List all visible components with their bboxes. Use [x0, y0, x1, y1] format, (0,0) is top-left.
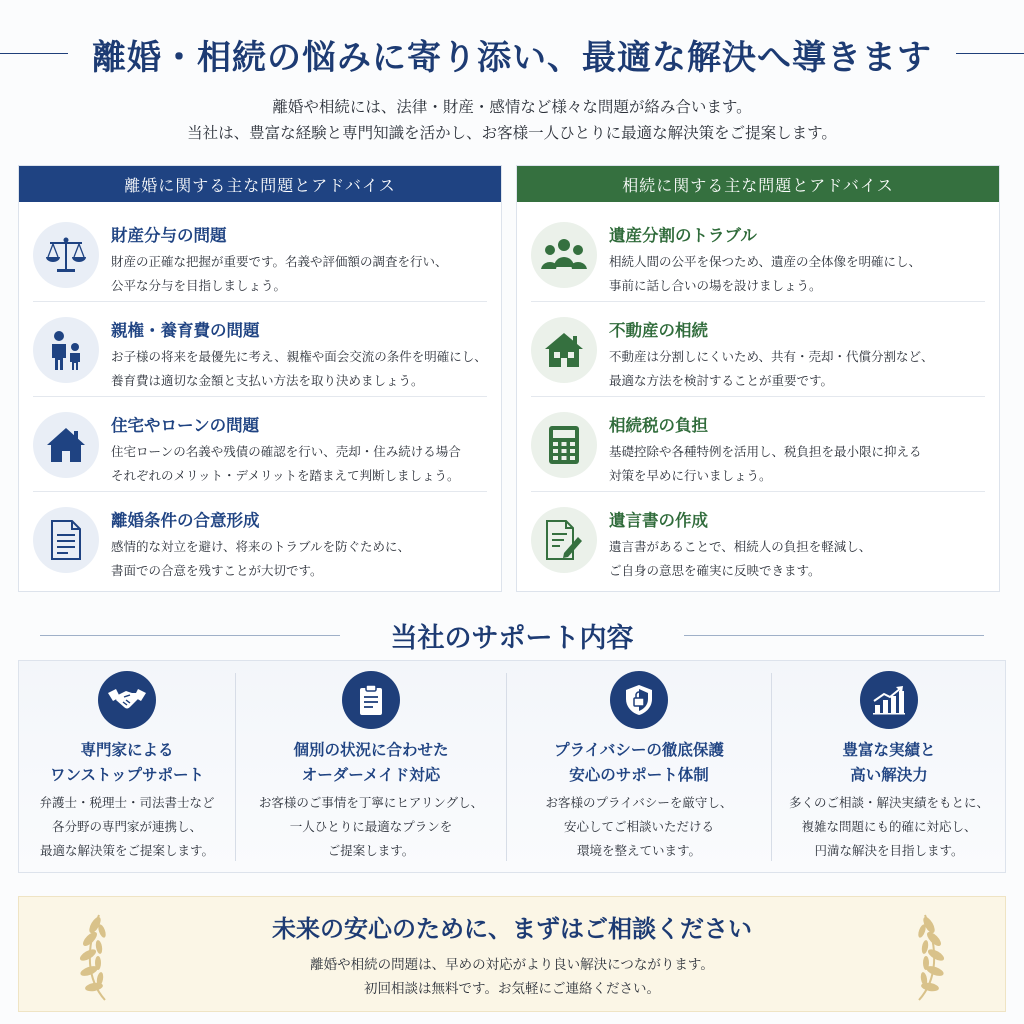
support-desc-line: ご提案します。: [327, 843, 415, 858]
support-item-onestop: [19, 661, 235, 872]
item-title: 相続税の負担: [609, 416, 708, 435]
item-title: 離婚条件の合意形成: [111, 511, 260, 530]
item-desc-line: 遺言書があることで、相続人の負担を軽減し、: [609, 539, 872, 554]
item-title: 不動産の相続: [609, 321, 708, 340]
support-section-title: 当社のサポート内容: [390, 623, 634, 654]
page-title: 離婚・相続の悩みに寄り添い、最適な解決へ導きます: [92, 37, 932, 78]
support-item-description: [507, 791, 771, 863]
support-desc-line: 円満な解決を目指します。: [814, 843, 964, 858]
inheritance-item-real-estate: [517, 303, 999, 397]
divider: [33, 301, 487, 302]
support-desc-line: 弁護士・税理士・司法書士など: [39, 795, 215, 810]
support-desc-line: 各分野の専門家が連携し、: [51, 819, 202, 834]
item-desc-line: 相続人間の公平を保つため、遺産の全体像を明確にし、: [609, 254, 922, 269]
support-title-line: ワンストップサポート: [49, 765, 205, 784]
support-title-line: 安心のサポート体制: [569, 765, 709, 784]
item-description: [111, 440, 461, 488]
support-desc-line: お客様のご事情を丁寧にヒアリングし、: [258, 795, 484, 810]
item-description: [111, 250, 448, 298]
divider: [531, 491, 985, 492]
support-item-title: [236, 737, 506, 787]
growth-chart-icon: [860, 671, 918, 729]
support-section-header: [0, 612, 1024, 656]
hero-desc-line-2: 当社は、豊富な経験と専門知識を活かし、お客様一人ひとりに最適な解決策をご提案します。: [187, 124, 837, 142]
consult-banner: [18, 896, 1006, 1012]
item-title: 親権・養育費の問題: [111, 321, 260, 340]
support-item-description: [236, 791, 506, 863]
section-line-right: [684, 635, 984, 636]
hero-line-left: [0, 53, 68, 54]
support-title-line: 個別の状況に合わせた: [293, 740, 449, 759]
shield-icon: [610, 671, 668, 729]
hero-desc-line-1: 離婚や相続には、法律・財産・感情など様々な問題が絡み合います。: [272, 98, 752, 116]
consult-description: [19, 953, 1005, 1001]
support-item-description: [19, 791, 235, 863]
item-desc-line: 不動産は分割しにくいため、共有・売却・代償分割など、: [609, 349, 934, 364]
support-item-custom: [236, 661, 506, 872]
support-desc-line: 一人ひとりに最適なプランを: [289, 819, 453, 834]
divider: [531, 301, 985, 302]
inheritance-item-will: [517, 493, 999, 587]
hero-line-right: [956, 53, 1024, 54]
item-desc-line: 最適な方法を検討することが重要です。: [609, 373, 834, 388]
support-title-line: オーダーメイド対応: [301, 765, 441, 784]
item-title: 財産分与の問題: [111, 226, 227, 245]
item-description: [609, 345, 934, 393]
divider: [33, 491, 487, 492]
inheritance-panel-heading: 相続に関する主な問題とアドバイス: [517, 166, 999, 202]
support-item-description: [772, 791, 1006, 863]
document-icon: [33, 507, 99, 573]
real-estate-icon: [531, 317, 597, 383]
item-description: [111, 345, 487, 393]
support-desc-line: 複雑な問題にも的確に対応し、: [801, 819, 977, 834]
support-title-line: 専門家による: [80, 740, 174, 759]
item-description: [111, 535, 410, 583]
item-desc-line: 書面での合意を残すことが大切です。: [111, 563, 323, 578]
support-item-title: [19, 737, 235, 787]
item-desc-line: お子様の将来を最優先に考え、親権や面会交流の条件を明確にし、: [111, 349, 487, 364]
divorce-panel-heading: 離婚に関する主な問題とアドバイス: [19, 166, 501, 202]
divider: [531, 396, 985, 397]
item-desc-line: それぞれのメリット・デメリットを踏まえて判断しましょう。: [111, 468, 460, 483]
support-item-title: [507, 737, 771, 787]
item-desc-line: ご自身の意思を確実に反映できます。: [609, 563, 821, 578]
item-desc-line: 基礎控除や各種特例を活用し、税負担を最小限に抑える: [609, 444, 922, 459]
support-desc-line: 環境を整えています。: [576, 843, 701, 858]
handshake-icon: [98, 671, 156, 729]
consult-desc-line: 初回相談は無料です。お気軽にご連絡ください。: [364, 981, 660, 997]
item-desc-line: 対策を早めに行いましょう。: [609, 468, 772, 483]
item-desc-line: 事前に話し合いの場を設けましょう。: [609, 278, 822, 293]
support-title-line: プライバシーの徹底保護: [554, 740, 724, 759]
support-desc-line: お客様のプライバシーを厳守し、: [545, 795, 733, 810]
item-description: [609, 440, 922, 488]
calculator-icon: [531, 412, 597, 478]
consult-desc-line: 離婚や相続の問題は、早めの対応がより良い解決につながります。: [310, 957, 714, 973]
item-desc-line: 財産の正確な把握が重要です。名義や評価額の調査を行い、: [111, 254, 448, 269]
support-item-privacy: [507, 661, 771, 872]
divorce-item-property: [19, 208, 501, 302]
support-title-line: 豊富な実績と: [842, 740, 936, 759]
support-desc-line: 安心してご相談いただける: [563, 819, 714, 834]
divorce-item-custody: [19, 303, 501, 397]
item-title: 住宅やローンの問題: [111, 416, 260, 435]
support-title-line: 高い解決力: [850, 765, 928, 784]
divorce-item-agreement: [19, 493, 501, 587]
support-desc-line: 最適な解決策をご提案します。: [39, 843, 214, 858]
divider: [33, 396, 487, 397]
support-item-track-record: [772, 661, 1006, 872]
support-desc-line: 多くのご相談・解決実績をもとに、: [788, 795, 989, 810]
scale-icon: [33, 222, 99, 288]
hero-description: [0, 94, 1024, 146]
item-description: [609, 535, 871, 583]
item-desc-line: 養育費は適切な金額と支払い方法を取り決めましょう。: [111, 373, 424, 388]
item-desc-line: 感情的な対立を避け、将来のトラブルを防ぐために、: [111, 539, 411, 554]
divorce-panel: [18, 165, 502, 592]
will-document-icon: [531, 507, 597, 573]
parent-child-icon: [33, 317, 99, 383]
item-desc-line: 公平な分与を目指しましょう。: [111, 278, 287, 293]
clipboard-icon: [342, 671, 400, 729]
inheritance-panel: [516, 165, 1000, 592]
laurel-right-icon: [909, 905, 949, 1005]
support-box: [18, 660, 1006, 873]
item-description: [609, 250, 921, 298]
family-group-icon: [531, 222, 597, 288]
inheritance-item-tax: [517, 398, 999, 492]
item-title: 遺言書の作成: [609, 511, 708, 530]
house-icon: [33, 412, 99, 478]
consult-title: 未来の安心のために、まずはご相談ください: [272, 914, 752, 943]
support-item-title: [772, 737, 1006, 787]
inheritance-item-division: [517, 208, 999, 302]
item-title: 遺産分割のトラブル: [609, 226, 757, 245]
hero-header: [0, 26, 1024, 82]
divorce-item-housing: [19, 398, 501, 492]
item-desc-line: 住宅ローンの名義や残債の確認を行い、売却・住み続ける場合: [111, 444, 461, 459]
